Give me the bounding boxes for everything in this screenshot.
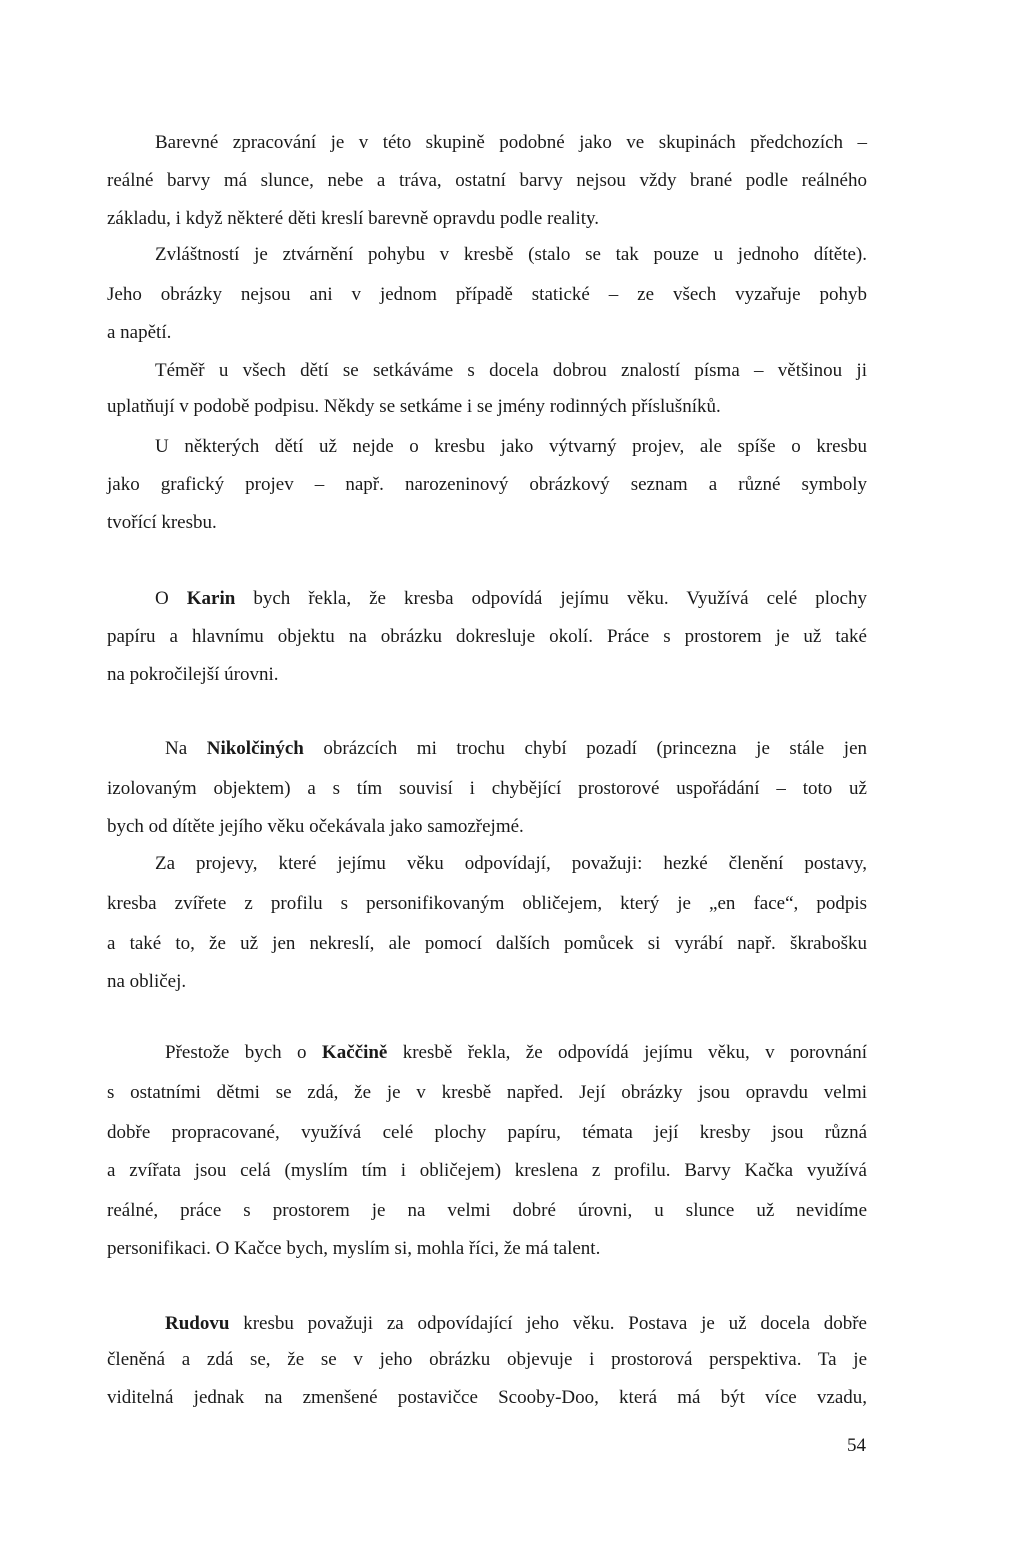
text-line: a také to, že už jen nekreslí, ale pomocí dalších pomůcek si vyrábí např. škrabošku <box>107 933 867 954</box>
text-line: a napětí. <box>107 322 172 343</box>
text-segment: O <box>155 588 187 609</box>
text-line: Zvláštností je ztvárnění pohybu v kresbě (stalo se tak pouze u jednoho dítěte). <box>155 244 867 265</box>
text-line: členěná a zdá se, že se v jeho obrázku objevuje i prostorová perspektiva. Ta je <box>107 1349 867 1370</box>
text-line: bych od dítěte jejího věku očekávala jako samozřejmé. <box>107 816 524 837</box>
text-line: kresba zvířete z profilu s personifikovaným obličejem, který je „en face“, podpis <box>107 893 867 914</box>
text-line: Za projevy, které jejímu věku odpovídají, považuji: hezké členění postavy, <box>155 853 867 874</box>
text-line <box>155 588 867 614</box>
text-line: dobře propracované, využívá celé plochy papíru, témata její kresby jsou různá <box>107 1122 867 1143</box>
child-name-kacka: Kaččině <box>321 1042 388 1063</box>
text-line: reálné, práce s prostorem je na velmi dobré úrovni, u slunce už nevidíme <box>107 1200 867 1221</box>
text-line <box>165 1313 867 1339</box>
page-number: 54 <box>847 1435 866 1456</box>
text-line: izolovaným objektem) a s tím souvisí i chybějící prostorové uspořádání – toto už <box>107 778 867 799</box>
child-name-nikolka: Nikolčiných <box>206 738 304 759</box>
text-line: tvořící kresbu. <box>107 512 217 533</box>
text-line: Barevné zpracování je v této skupině podobné jako ve skupinách předchozích – <box>155 132 867 153</box>
text-line: U některých dětí už nejde o kresbu jako výtvarný projev, ale spíše o kresbu <box>155 436 867 457</box>
text-line: papíru a hlavnímu objektu na obrázku dokresluje okolí. Práce s prostorem je už také <box>107 626 867 647</box>
text-segment: kresbu považuji za odpovídající jeho věku. Postava je už docela dobře <box>229 1313 867 1334</box>
text-line: s ostatními dětmi se zdá, že je v kresbě napřed. Její obrázky jsou opravdu velmi <box>107 1082 867 1103</box>
child-name-ruda: Rudovu <box>165 1313 230 1334</box>
text-line: uplatňují v podobě podpisu. Někdy se setkáme i se jmény rodinných příslušníků. <box>107 396 721 417</box>
text-line: viditelná jednak na zmenšené postavičce Scooby-Doo, která má být více vzadu, <box>107 1387 867 1408</box>
text-line: reálné barvy má slunce, nebe a tráva, ostatní barvy nejsou vždy brané podle reálného <box>107 170 867 191</box>
text-segment: obrázcích mi trochu chybí pozadí (princezna je stále jen <box>303 738 868 759</box>
text-segment: Přestože bych o <box>165 1042 322 1063</box>
text-line <box>165 738 867 764</box>
text-line: základu, i když některé děti kreslí barevně opravdu podle reality. <box>107 208 600 229</box>
text-line: jako grafický projev – např. narozeninový obrázkový seznam a různé symboly <box>107 474 867 495</box>
text-segment: kresbě řekla, že odpovídá jejímu věku, v porovnání <box>387 1042 867 1063</box>
child-name-karin: Karin <box>186 588 236 609</box>
text-segment: bych řekla, že kresba odpovídá jejímu věku. Využívá celé plochy <box>235 588 867 609</box>
text-line <box>165 1042 867 1068</box>
text-line: personifikaci. O Kačce bych, myslím si, mohla říci, že má talent. <box>107 1238 601 1259</box>
text-line: Jeho obrázky nejsou ani v jednom případě statické – ze všech vyzařuje pohyb <box>107 284 867 305</box>
text-line: a zvířata jsou celá (myslím tím i obličejem) kreslena z profilu. Barvy Kačka využívá <box>107 1160 867 1181</box>
text-line: na pokročilejší úrovni. <box>107 664 279 685</box>
text-line: na obličej. <box>107 971 187 992</box>
text-segment: Na <box>165 738 207 759</box>
text-line: Téměř u všech dětí se setkáváme s docela dobrou znalostí písma – většinou ji <box>155 360 867 381</box>
